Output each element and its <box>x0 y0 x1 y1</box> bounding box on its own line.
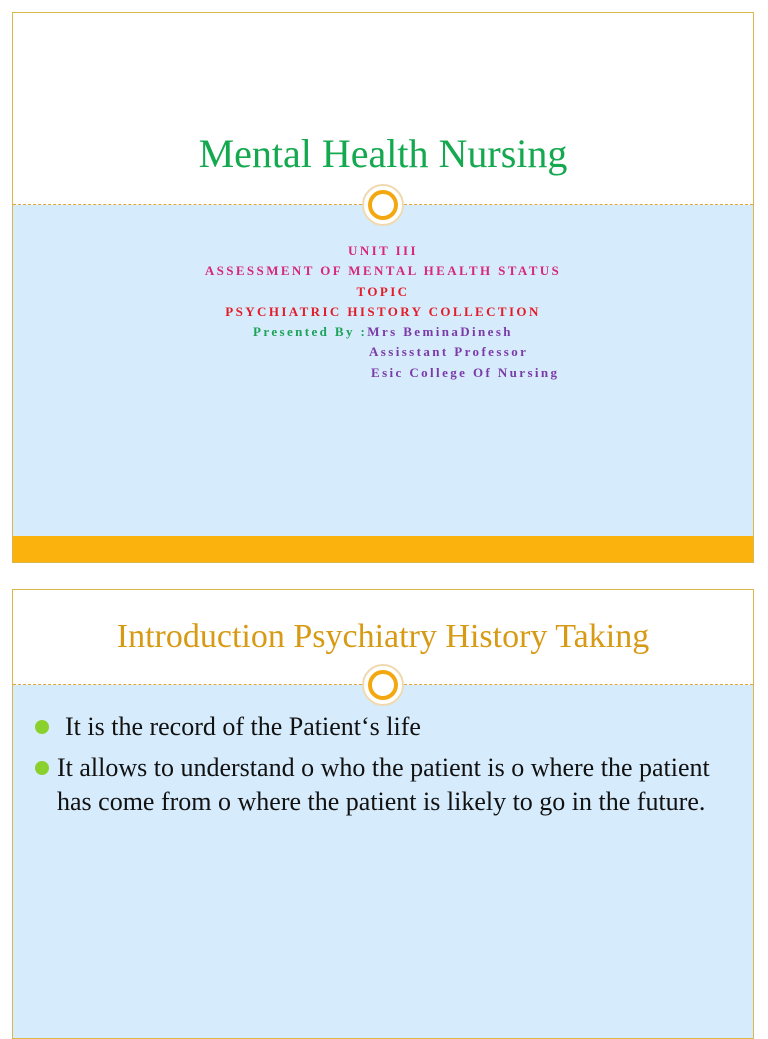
bullet-dot-icon <box>35 761 49 775</box>
ring-ornament-icon <box>362 184 404 226</box>
slide-1-title-area <box>13 13 753 205</box>
presenter-line <box>13 322 753 342</box>
presenter-designation: Assisstant Professor <box>369 344 529 360</box>
bullet-dot-icon <box>35 720 49 734</box>
bullet-text: It is the record of the Patient‘s life <box>65 712 421 741</box>
unit-label: UNIT III <box>348 243 418 258</box>
slide-2-bullet-list <box>35 710 735 826</box>
assessment-label: ASSESSMENT OF MENTAL HEALTH STATUS <box>204 263 562 279</box>
topic-label: TOPIC <box>356 283 410 299</box>
list-item <box>35 751 735 819</box>
slide-1-subtitle <box>13 241 753 383</box>
list-item <box>35 710 735 744</box>
slide-2-title: Introduction Psychiatry History Taking <box>116 618 650 655</box>
presented-by-label: Presented By : <box>253 324 368 340</box>
ring-ornament-icon <box>362 664 404 706</box>
slide-1-title: Mental Health Nursing <box>198 131 568 176</box>
slide-2 <box>12 589 754 1039</box>
bullet-text: It allows to understand o who the patient is o where the patient has come from o where the patient is likely to go in the future. <box>57 753 710 816</box>
presenter-college: Esic College Of Nursing <box>371 364 560 380</box>
slide-1-footer-bar <box>13 536 753 562</box>
topic-name: PSYCHIATRIC HISTORY COLLECTION <box>225 303 541 319</box>
slide-1 <box>12 12 754 563</box>
presenter-name: Mrs BeminaDinesh <box>367 324 513 340</box>
